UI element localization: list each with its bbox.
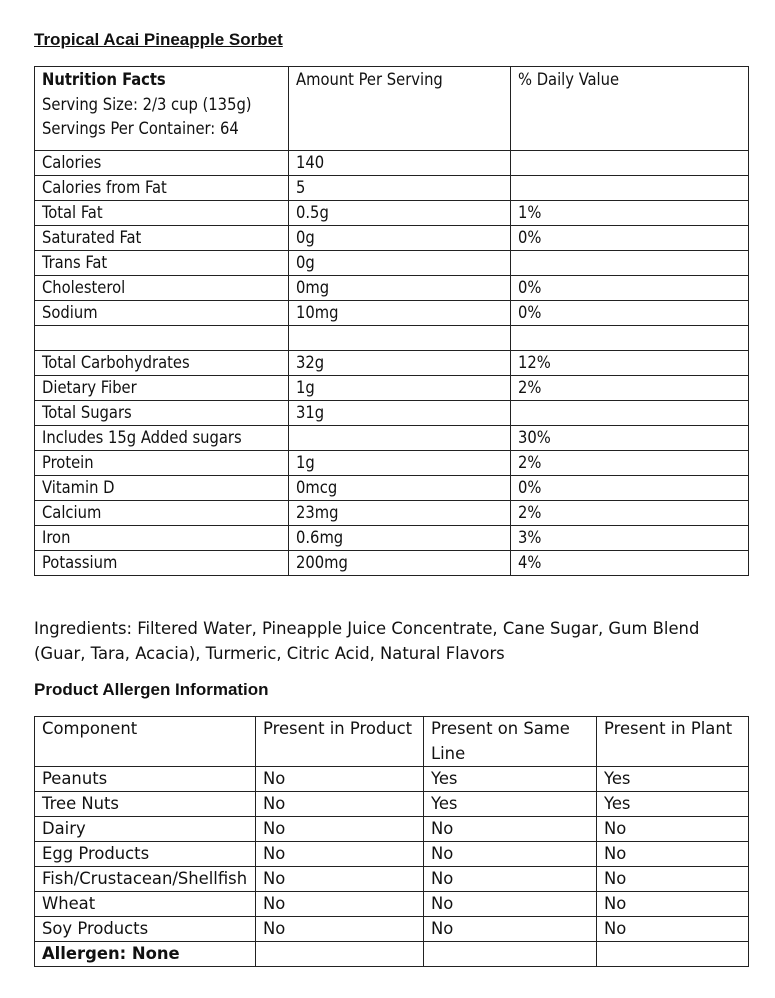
daily-value-header: % Daily Value <box>511 67 749 151</box>
nutrition-daily-cell: 30% <box>511 426 749 451</box>
nutrition-name-cell: Calories <box>35 151 289 176</box>
nutrition-amount-cell: 0g <box>289 226 511 251</box>
nutrition-row <box>35 301 749 326</box>
nutrition-name-cell: Includes 15g Added sugars <box>35 426 289 451</box>
nutrition-row <box>35 151 749 176</box>
nutrition-daily-cell <box>511 401 749 426</box>
nutrition-name-cell: Vitamin D <box>35 476 289 501</box>
nutrition-daily-cell: 0% <box>511 476 749 501</box>
nutrition-name-cell: Protein <box>35 451 289 476</box>
nutrition-daily-cell: 12% <box>511 351 749 376</box>
allergen-row <box>35 867 749 892</box>
allergen-summary-empty-cell <box>256 942 424 967</box>
allergen-in-product-cell: No <box>256 767 424 792</box>
allergen-in-product-cell: No <box>256 792 424 817</box>
allergen-row <box>35 792 749 817</box>
nutrition-daily-cell <box>511 326 749 351</box>
nutrition-row <box>35 326 749 351</box>
nutrition-facts-heading: Nutrition Facts <box>42 70 166 89</box>
allergen-summary: Allergen: None <box>35 942 256 967</box>
nutrition-daily-cell: 0% <box>511 301 749 326</box>
allergen-same-line-cell: No <box>424 817 597 842</box>
allergen-col-in-product: Present in Product <box>256 717 424 767</box>
nutrition-amount-cell: 0mg <box>289 276 511 301</box>
allergen-section-title: Product Allergen Information <box>34 680 269 699</box>
allergen-in-plant-cell: Yes <box>597 767 749 792</box>
allergen-row <box>35 917 749 942</box>
nutrition-name-cell: Iron <box>35 526 289 551</box>
nutrition-name-cell: Potassium <box>35 551 289 576</box>
allergen-in-plant-cell: No <box>597 817 749 842</box>
nutrition-name-cell: Total Fat <box>35 201 289 226</box>
nutrition-daily-cell: 4% <box>511 551 749 576</box>
nutrition-row <box>35 201 749 226</box>
allergen-header-row <box>35 717 749 767</box>
nutrition-name-cell: Trans Fat <box>35 251 289 276</box>
allergen-col-component: Component <box>35 717 256 767</box>
allergen-row <box>35 892 749 917</box>
allergen-component-cell: Tree Nuts <box>35 792 256 817</box>
nutrition-row <box>35 276 749 301</box>
nutrition-amount-cell: 1g <box>289 376 511 401</box>
nutrition-daily-cell <box>511 151 749 176</box>
nutrition-name-cell: Cholesterol <box>35 276 289 301</box>
nutrition-amount-cell: 23mg <box>289 501 511 526</box>
allergen-row <box>35 767 749 792</box>
allergen-row <box>35 817 749 842</box>
nutrition-name-cell: Calories from Fat <box>35 176 289 201</box>
nutrition-daily-cell: 0% <box>511 226 749 251</box>
allergen-in-plant-cell: No <box>597 867 749 892</box>
nutrition-amount-cell: 200mg <box>289 551 511 576</box>
nutrition-header-row <box>35 67 749 151</box>
nutrition-row <box>35 551 749 576</box>
allergen-component-cell: Dairy <box>35 817 256 842</box>
allergen-summary-empty-cell <box>597 942 749 967</box>
nutrition-name-cell: Dietary Fiber <box>35 376 289 401</box>
allergen-table <box>34 716 749 967</box>
ingredients-text: Ingredients: Filtered Water, Pineapple Juice Concentrate, Cane Sugar, Gum Blend (Guar, Tara, Acacia), Turmeric, Citric Acid, Natural Flavors <box>34 619 700 663</box>
nutrition-row <box>35 251 749 276</box>
allergen-in-product-cell: No <box>256 867 424 892</box>
nutrition-name-cell <box>35 326 289 351</box>
nutrition-daily-cell: 2% <box>511 376 749 401</box>
nutrition-row <box>35 401 749 426</box>
allergen-same-line-cell: Yes <box>424 767 597 792</box>
allergen-in-product-cell: No <box>256 917 424 942</box>
allergen-component-cell: Egg Products <box>35 842 256 867</box>
allergen-same-line-cell: No <box>424 842 597 867</box>
nutrition-header-cell <box>35 67 289 151</box>
allergen-summary-empty-cell <box>424 942 597 967</box>
product-title: Tropical Acai Pineapple Sorbet <box>34 30 283 49</box>
allergen-same-line-cell: Yes <box>424 792 597 817</box>
serving-size: Serving Size: 2/3 cup (135g) <box>42 94 252 114</box>
nutrition-row <box>35 226 749 251</box>
allergen-same-line-cell: No <box>424 917 597 942</box>
nutrition-name-cell: Saturated Fat <box>35 226 289 251</box>
nutrition-amount-cell: 140 <box>289 151 511 176</box>
nutrition-daily-cell: 3% <box>511 526 749 551</box>
allergen-col-same-line: Present on Same Line <box>424 717 597 767</box>
nutrition-amount-cell: 5 <box>289 176 511 201</box>
allergen-component-cell: Peanuts <box>35 767 256 792</box>
allergen-same-line-cell: No <box>424 867 597 892</box>
allergen-col-in-plant: Present in Plant <box>597 717 749 767</box>
nutrition-amount-cell: 31g <box>289 401 511 426</box>
servings-per-container: Servings Per Container: 64 <box>42 119 239 138</box>
amount-per-serving-header: Amount Per Serving <box>289 67 511 151</box>
nutrition-amount-cell: 0.6mg <box>289 526 511 551</box>
nutrition-amount-cell <box>289 326 511 351</box>
nutrition-row <box>35 351 749 376</box>
nutrition-row <box>35 451 749 476</box>
nutrition-amount-cell: 32g <box>289 351 511 376</box>
allergen-summary-row <box>35 942 749 967</box>
allergen-in-product-cell: No <box>256 817 424 842</box>
nutrition-amount-cell: 10mg <box>289 301 511 326</box>
allergen-component-cell: Fish/Crustacean/Shellfish <box>35 867 256 892</box>
allergen-component-cell: Wheat <box>35 892 256 917</box>
nutrition-row <box>35 476 749 501</box>
allergen-in-plant-cell: No <box>597 842 749 867</box>
allergen-component-cell: Soy Products <box>35 917 256 942</box>
allergen-in-plant-cell: No <box>597 917 749 942</box>
allergen-in-plant-cell: No <box>597 892 749 917</box>
nutrition-name-cell: Total Sugars <box>35 401 289 426</box>
nutrition-daily-cell: 2% <box>511 451 749 476</box>
nutrition-name-cell: Calcium <box>35 501 289 526</box>
nutrition-daily-cell: 2% <box>511 501 749 526</box>
nutrition-facts-table <box>34 66 749 576</box>
nutrition-row <box>35 176 749 201</box>
allergen-in-product-cell: No <box>256 842 424 867</box>
nutrition-daily-cell: 1% <box>511 201 749 226</box>
allergen-in-product-cell: No <box>256 892 424 917</box>
nutrition-row <box>35 501 749 526</box>
nutrition-row <box>35 426 749 451</box>
nutrition-row <box>35 376 749 401</box>
nutrition-amount-cell <box>289 426 511 451</box>
nutrition-daily-cell <box>511 251 749 276</box>
allergen-same-line-cell: No <box>424 892 597 917</box>
nutrition-daily-cell: 0% <box>511 276 749 301</box>
allergen-row <box>35 842 749 867</box>
nutrition-amount-cell: 0g <box>289 251 511 276</box>
nutrition-amount-cell: 0.5g <box>289 201 511 226</box>
nutrition-amount-cell: 1g <box>289 451 511 476</box>
nutrition-name-cell: Sodium <box>35 301 289 326</box>
nutrition-amount-cell: 0mcg <box>289 476 511 501</box>
nutrition-name-cell: Total Carbohydrates <box>35 351 289 376</box>
nutrition-row <box>35 526 749 551</box>
nutrition-daily-cell <box>511 176 749 201</box>
allergen-in-plant-cell: Yes <box>597 792 749 817</box>
